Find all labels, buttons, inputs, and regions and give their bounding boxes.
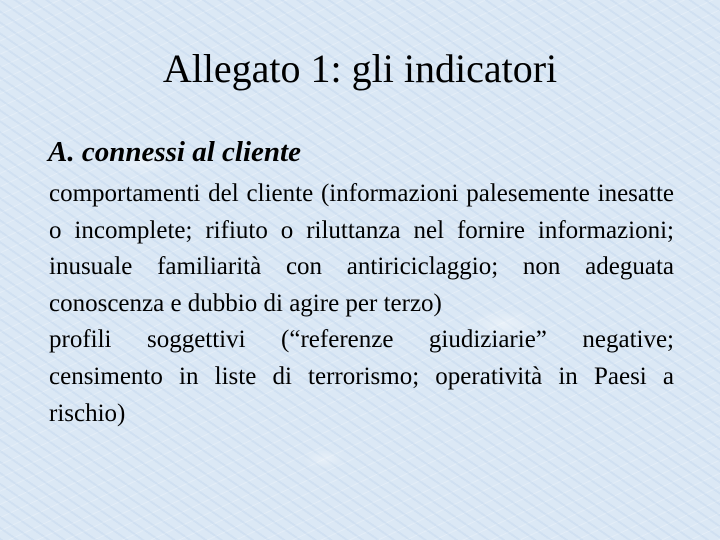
section-heading: A. connessi al cliente <box>48 136 301 168</box>
content-body <box>49 176 674 432</box>
paragraph-profili: profili soggettivi (“referenze giudiziarie” negative; censimento in liste di terrorismo; operatività in Paesi a rischio) <box>49 326 674 427</box>
slide-title: Allegato 1: gli indicatori <box>162 46 558 91</box>
paragraph-comportamenti: comportamenti del cliente (informazioni palesemente inesatte o incomplete; rifiuto o riluttanza nel fornire informazioni; inusuale familiarità con antiriciclaggio; non adeguata conoscenza e dubbio di agire per terzo) <box>49 180 674 317</box>
